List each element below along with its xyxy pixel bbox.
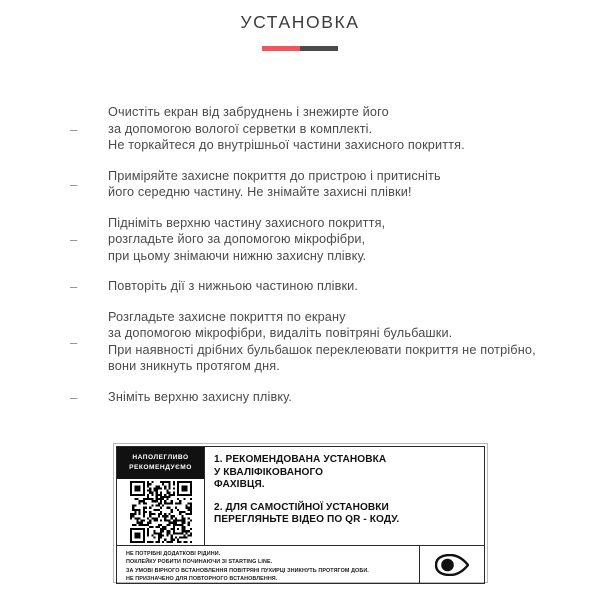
instruction-line: розгладьте його за допомогою мікрофібри, [108, 232, 366, 246]
instruction-item [0, 215, 600, 265]
fineprint-line-4: НЕ ПРИЗНАЧЕНО ДЛЯ ПОВТОРНОГО ВСТАНОВЛЕННЯ. [126, 575, 278, 582]
dash-bullet-icon [70, 232, 88, 246]
qr-badge-line1: НАПОЛЕГЛИВО [132, 454, 189, 461]
dash-bullet-icon [70, 279, 88, 293]
instruction-item [0, 104, 600, 154]
instruction-item [0, 278, 600, 295]
fineprint-line-3: ЗА УМОВІ ВІРНОГО ВСТАНОВЛЕННЯ ПОВІТРЯНІ ПУХИРЦІ ЗНИКНУТЬ ПРОТЯГОМ ДОБИ. [126, 567, 369, 574]
instruction-list [0, 104, 600, 419]
recommendation-1-line3: ФАХІВЦЯ. [214, 479, 265, 491]
instruction-line: Не торкайтеся до внутрішньої частини захисного покриття. [108, 138, 465, 152]
recommendation-1 [214, 454, 484, 492]
dash-bullet-icon [70, 335, 88, 349]
instruction-line: При наявності дрібних бульбашок переклеювати покриття не потрібно, [108, 342, 536, 357]
instruction-text [88, 309, 600, 375]
dash-bullet-icon [70, 390, 88, 404]
qr-badge [117, 447, 204, 479]
instruction-line: за допомогою вологої серветки в комплекті. [108, 121, 373, 136]
qr-code-container[interactable] [117, 479, 204, 545]
instruction-text [88, 104, 600, 154]
installation-recommendation-banner [113, 443, 488, 583]
instruction-line: Повторіть дії з нижньою частиною плівки. [108, 279, 359, 293]
page-title: УСТАНОВКА [240, 12, 360, 32]
dash-bullet-icon [70, 177, 88, 191]
banner-headings [205, 447, 484, 545]
instruction-line: Розгладьте захисне покриття по екрану [108, 309, 346, 324]
instruction-text [88, 278, 600, 295]
instruction-item [0, 168, 600, 201]
instruction-line: за допомогою мікрофібри, видаліть повітряні бульбашки. [108, 326, 453, 340]
instruction-line: Очистіть екран від забруднень і знежирте його [108, 105, 389, 119]
title-divider-left [262, 46, 300, 51]
recommendation-1-line1: 1. РЕКОМЕНДОВАНА УСТАНОВКА [214, 454, 387, 465]
fineprint-line-1: НЕ ПОТРІБНІ ДОДАТКОВІ РІДИНИ. [126, 551, 221, 557]
banner-bottom-row [116, 545, 485, 584]
instruction-line: при цьому знімаючи нижню захисну плівку. [108, 248, 367, 263]
qr-code-icon[interactable] [130, 481, 192, 543]
banner-top-row [116, 446, 485, 545]
recommendation-2 [214, 502, 484, 527]
recommendation-1-line2: У КВАЛІФІКОВАНОГО [214, 466, 324, 478]
fineprint-block [117, 546, 420, 583]
instruction-line: вони зникнуть протягом дня. [108, 359, 280, 373]
instruction-line: Зніміть верхню захисну плівку. [108, 389, 293, 404]
instruction-line: його середню частину. Не знімайте захисні плівки! [108, 185, 412, 199]
qr-column [117, 447, 205, 545]
instruction-line: Приміряйте захисне покриття до пристрою і притисніть [108, 168, 441, 183]
instruction-text [88, 215, 600, 265]
eye-icon-cell [420, 546, 484, 583]
qr-badge-line2: РЕКОМЕНДУЄМО [129, 463, 192, 471]
title-divider [262, 46, 338, 51]
instruction-item [0, 309, 600, 375]
fineprint-line-2: ПОКЛЕЙКУ РОБИТИ ПОЧИНАЮЧИ ЗІ STARTING LINE. [126, 559, 273, 566]
instruction-line: Підніміть верхню частину захисного покриття, [108, 215, 386, 230]
recommendation-2-line1: 2. ДЛЯ САМОСТІЙНОЇ УСТАНОВКИ [214, 501, 389, 513]
eye-icon [435, 554, 469, 576]
instruction-text [88, 389, 600, 406]
dash-bullet-icon [70, 122, 88, 136]
recommendation-2-line2: ПЕРЕГЛЯНЬТЕ ВІДЕО ПО QR - КОДУ. [214, 514, 400, 526]
instruction-text [88, 168, 600, 201]
title-divider-right [300, 46, 338, 51]
instruction-item [0, 389, 600, 406]
